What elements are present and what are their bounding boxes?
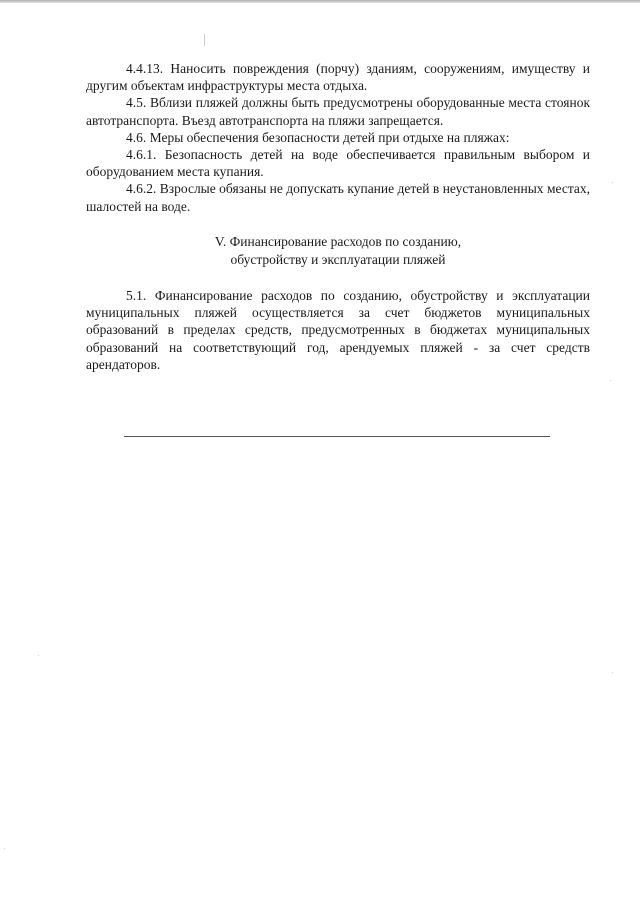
paragraph-4-6-2: 4.6.2. Взрослые обязаны не допускать купание детей в неустановленных местах, шалостей на воде. — [86, 181, 590, 214]
paragraph-4-6: 4.6. Меры обеспечения безопасности детей при отдыхе на пляжах: — [126, 129, 510, 145]
section-heading-line-1: V. Финансирование расходов по созданию, — [214, 234, 462, 249]
scan-speck — [612, 182, 613, 183]
section-body — [86, 287, 590, 373]
scan-speck — [610, 380, 611, 381]
section-heading-line-2: обустройству и эксплуатации пляжей — [230, 251, 446, 267]
paragraph-4-6-1: 4.6.1. Безопасность детей на воде обеспечивается правильным выбором и оборудованием места купания. — [86, 147, 590, 180]
scan-top-edge — [0, 0, 640, 3]
paragraph-4-4-13: 4.4.13. Наносить повреждения (порчу) зданиям, сооружениям, имуществу и другим объектам инфраструктуры места отдыха. — [86, 61, 590, 94]
section-heading — [86, 233, 590, 268]
document-body — [86, 60, 590, 215]
end-divider — [124, 436, 550, 437]
scan-speck — [38, 655, 39, 656]
paragraph-5-1: 5.1. Финансирование расходов по созданию, обустройству и эксплуатации муниципальных пляжей осуществляется за счет бюджетов муниципальных образований в пределах средств, предусмотренных в бюджетах муниципальных образований на соответствующий год, арендуемых пляжей - за счет средств арендаторов. — [86, 288, 590, 372]
scan-speck — [4, 848, 5, 849]
scan-mark — [204, 34, 205, 46]
paragraph-4-5: 4.5. Вблизи пляжей должны быть предусмотрены оборудованные места стоянок автотранспорта. Въезд автотранспорта на пляжи запрещается. — [86, 95, 590, 128]
scan-speck — [612, 672, 613, 673]
